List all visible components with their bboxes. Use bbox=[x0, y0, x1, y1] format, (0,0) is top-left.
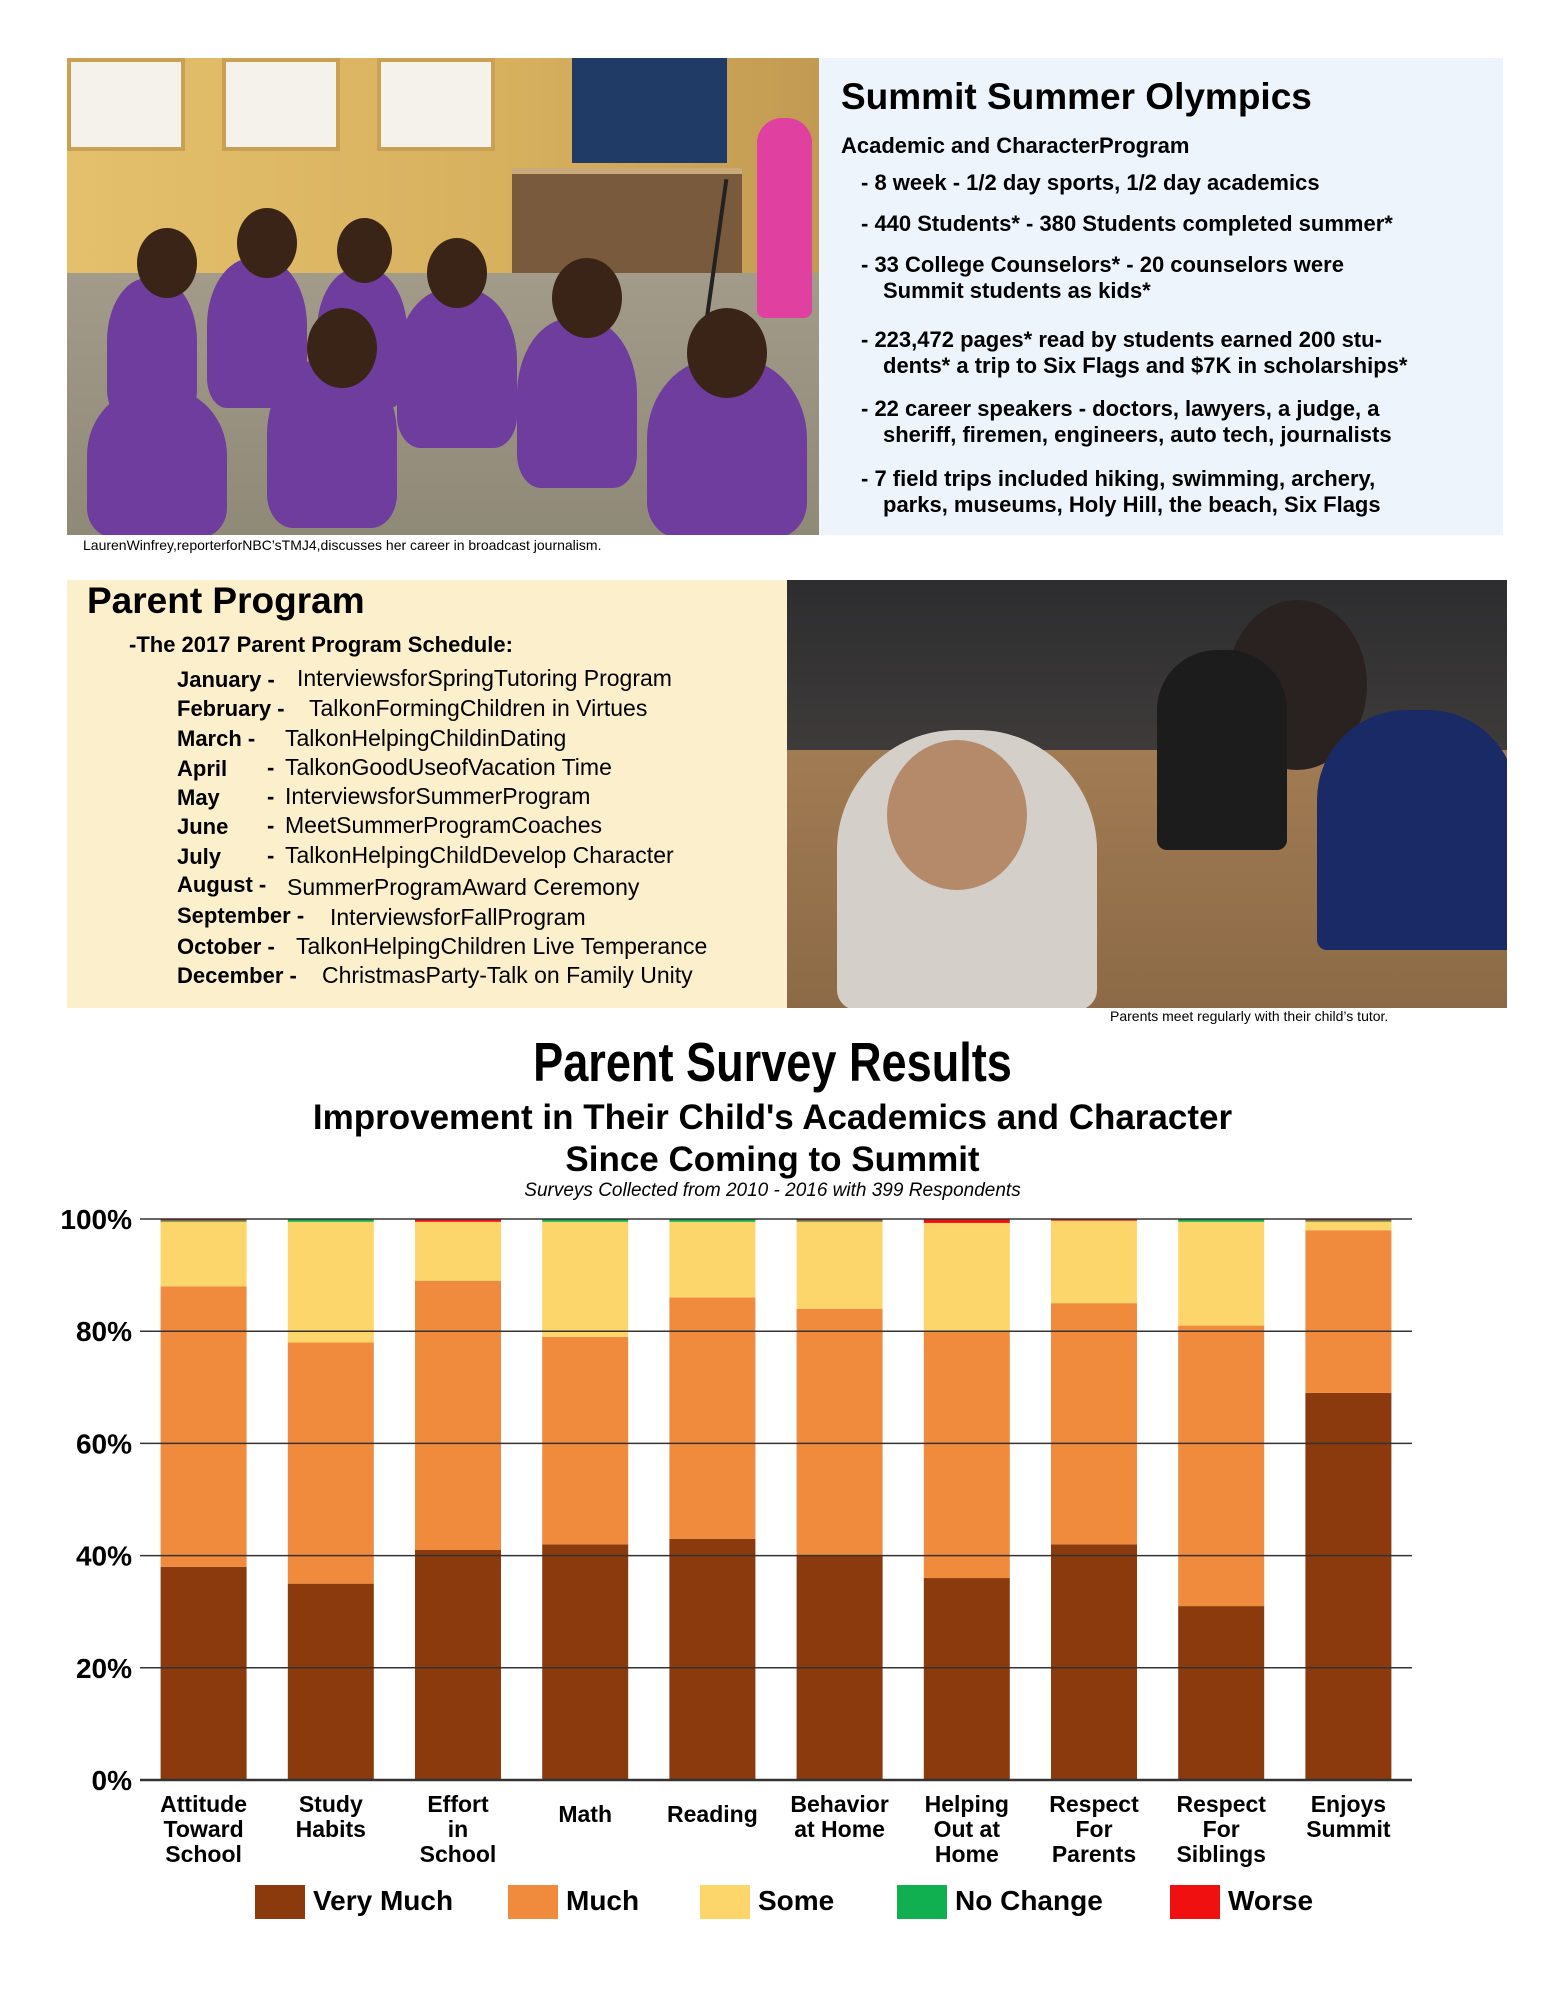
schedule-desc: SummerProgramAward Ceremony bbox=[287, 874, 640, 900]
schedule-month: September - bbox=[177, 903, 305, 928]
bar-much bbox=[161, 1286, 247, 1567]
schedule-desc: InterviewsforFallProgram bbox=[330, 904, 586, 930]
bar-very-much bbox=[1305, 1393, 1391, 1780]
category-label: Attitude Toward School bbox=[160, 1791, 248, 1867]
y-tick-label: 20% bbox=[75, 1652, 132, 1684]
bar-very-much bbox=[542, 1544, 628, 1780]
bar-much bbox=[415, 1281, 501, 1550]
bar-some bbox=[415, 1222, 501, 1281]
legend-label: No Change bbox=[955, 1885, 1103, 1916]
schedule-dash: - bbox=[267, 784, 275, 809]
bar-no-change bbox=[797, 1221, 883, 1222]
bar-very-much bbox=[415, 1550, 501, 1780]
bar-very-much bbox=[1178, 1606, 1264, 1780]
survey-title: Parent Survey Results bbox=[533, 1031, 1012, 1093]
schedule-month: June bbox=[177, 814, 229, 839]
olympics-bullet: - 22 career speakers - doctors, lawyers, a judge, a sheriff, firemen, engineers, auto tech, journalists bbox=[861, 396, 1392, 447]
bar-very-much bbox=[1051, 1544, 1137, 1780]
y-tick-label: 40% bbox=[75, 1540, 132, 1572]
olympics-title: Summit Summer Olympics bbox=[841, 76, 1312, 117]
bar-some bbox=[1051, 1221, 1137, 1303]
olympics-bullet: - 440 Students* - 380 Students completed summer* bbox=[861, 211, 1393, 236]
schedule-desc: MeetSummerProgramCoaches bbox=[285, 812, 603, 838]
bar-much bbox=[1051, 1303, 1137, 1544]
category-label: Helping Out at Home bbox=[924, 1791, 1009, 1867]
schedule-month: October - bbox=[177, 934, 275, 959]
survey-note: Surveys Collected from 2010 - 2016 with 399 Respondents bbox=[524, 1180, 1021, 1201]
y-tick-label: 100% bbox=[60, 1204, 132, 1235]
olympics-bullet: - 223,472 pages* read by students earned 200 stu- dents* a trip to Six Flags and $7K in scholarships* bbox=[861, 327, 1408, 378]
schedule-desc: TalkonHelpingChildDevelop Character bbox=[285, 842, 674, 868]
bar-very-much bbox=[161, 1567, 247, 1780]
reporter-photo-caption: LaurenWinfrey,reporterforNBC’sTMJ4,discusses her career in broadcast journalism. bbox=[83, 537, 602, 553]
survey-subtitle-line1: Improvement in Their Child's Academics and Character bbox=[312, 1098, 1233, 1137]
bar-some bbox=[924, 1223, 1010, 1331]
schedule-month: July bbox=[177, 844, 222, 869]
legend-label: Worse bbox=[1228, 1885, 1314, 1916]
schedule-month: December - bbox=[177, 963, 297, 988]
schedule-month: April bbox=[177, 756, 228, 781]
bar-much bbox=[288, 1342, 374, 1583]
legend-label: Much bbox=[566, 1885, 640, 1916]
bar-much bbox=[797, 1309, 883, 1556]
y-tick-label: 60% bbox=[75, 1428, 132, 1460]
bar-very-much bbox=[669, 1539, 755, 1780]
schedule-month: May bbox=[177, 785, 220, 810]
schedule-desc: ChristmasParty-Talk on Family Unity bbox=[322, 962, 693, 988]
bar-some bbox=[797, 1222, 883, 1309]
category-label: Respect For Parents bbox=[1049, 1791, 1139, 1867]
legend-swatch bbox=[255, 1885, 305, 1919]
legend-swatch bbox=[897, 1885, 947, 1919]
bar-some bbox=[542, 1222, 628, 1337]
schedule-month: August - bbox=[177, 872, 267, 897]
bar-very-much bbox=[924, 1578, 1010, 1780]
bar-some bbox=[288, 1222, 374, 1343]
legend-swatch bbox=[700, 1885, 750, 1919]
category-label: Effort in School bbox=[419, 1791, 497, 1867]
bar-much bbox=[542, 1337, 628, 1545]
bar-some bbox=[1178, 1222, 1264, 1326]
schedule-dash: - bbox=[267, 755, 275, 780]
schedule-desc: TalkonHelpingChildren Live Temperance bbox=[296, 933, 708, 959]
parent-photo-caption: Parents meet regularly with their child’s tutor. bbox=[1110, 1008, 1389, 1024]
schedule-heading: -The 2017 Parent Program Schedule: bbox=[129, 632, 513, 657]
bar-some bbox=[1305, 1222, 1391, 1230]
bar-some bbox=[669, 1222, 755, 1298]
category-label: Math bbox=[558, 1801, 613, 1827]
bar-much bbox=[1178, 1326, 1264, 1607]
olympics-bullet: - 8 week - 1/2 day sports, 1/2 day academics bbox=[861, 170, 1320, 195]
legend-label: Very Much bbox=[313, 1885, 454, 1916]
legend-label: Some bbox=[758, 1885, 835, 1916]
schedule-dash: - bbox=[267, 813, 275, 838]
bar-no-change bbox=[1305, 1221, 1391, 1222]
schedule-desc: TalkonGoodUseofVacation Time bbox=[285, 754, 612, 780]
schedule-desc: InterviewsforSpringTutoring Program bbox=[297, 665, 672, 691]
bar-much bbox=[1305, 1230, 1391, 1393]
olympics-bullet: - 7 field trips included hiking, swimming, archery, parks, museums, Holy Hill, the beach, Six Flags bbox=[861, 466, 1381, 517]
category-label: Behavior at Home bbox=[790, 1791, 889, 1842]
bar-very-much bbox=[288, 1584, 374, 1780]
bar-much bbox=[669, 1298, 755, 1539]
schedule-month: January - bbox=[177, 667, 275, 692]
schedule-desc: InterviewsforSummerProgram bbox=[285, 783, 591, 809]
category-label: Study Habits bbox=[295, 1791, 366, 1842]
olympics-bullet: - 33 College Counselors* - 20 counselors were Summit students as kids* bbox=[861, 252, 1344, 303]
schedule-month: February - bbox=[177, 696, 285, 721]
category-label: Reading bbox=[667, 1801, 758, 1827]
schedule-month: March - bbox=[177, 726, 256, 751]
category-label: Enjoys Summit bbox=[1306, 1791, 1391, 1842]
olympics-subtitle: Academic and CharacterProgram bbox=[841, 133, 1190, 158]
legend-swatch bbox=[508, 1885, 558, 1919]
category-label: Respect For Siblings bbox=[1176, 1791, 1266, 1867]
y-tick-label: 0% bbox=[91, 1765, 132, 1796]
legend-swatch bbox=[1170, 1885, 1220, 1919]
schedule-dash: - bbox=[267, 843, 275, 868]
parent-program-title: Parent Program bbox=[87, 580, 365, 621]
survey-subtitle-line2: Since Coming to Summit bbox=[565, 1140, 980, 1179]
schedule-desc: TalkonFormingChildren in Virtues bbox=[309, 695, 648, 721]
y-tick-label: 80% bbox=[75, 1316, 132, 1348]
bar-much bbox=[924, 1331, 1010, 1578]
bar-no-change bbox=[161, 1221, 247, 1222]
bar-some bbox=[161, 1222, 247, 1287]
schedule-desc: TalkonHelpingChildinDating bbox=[285, 725, 567, 751]
